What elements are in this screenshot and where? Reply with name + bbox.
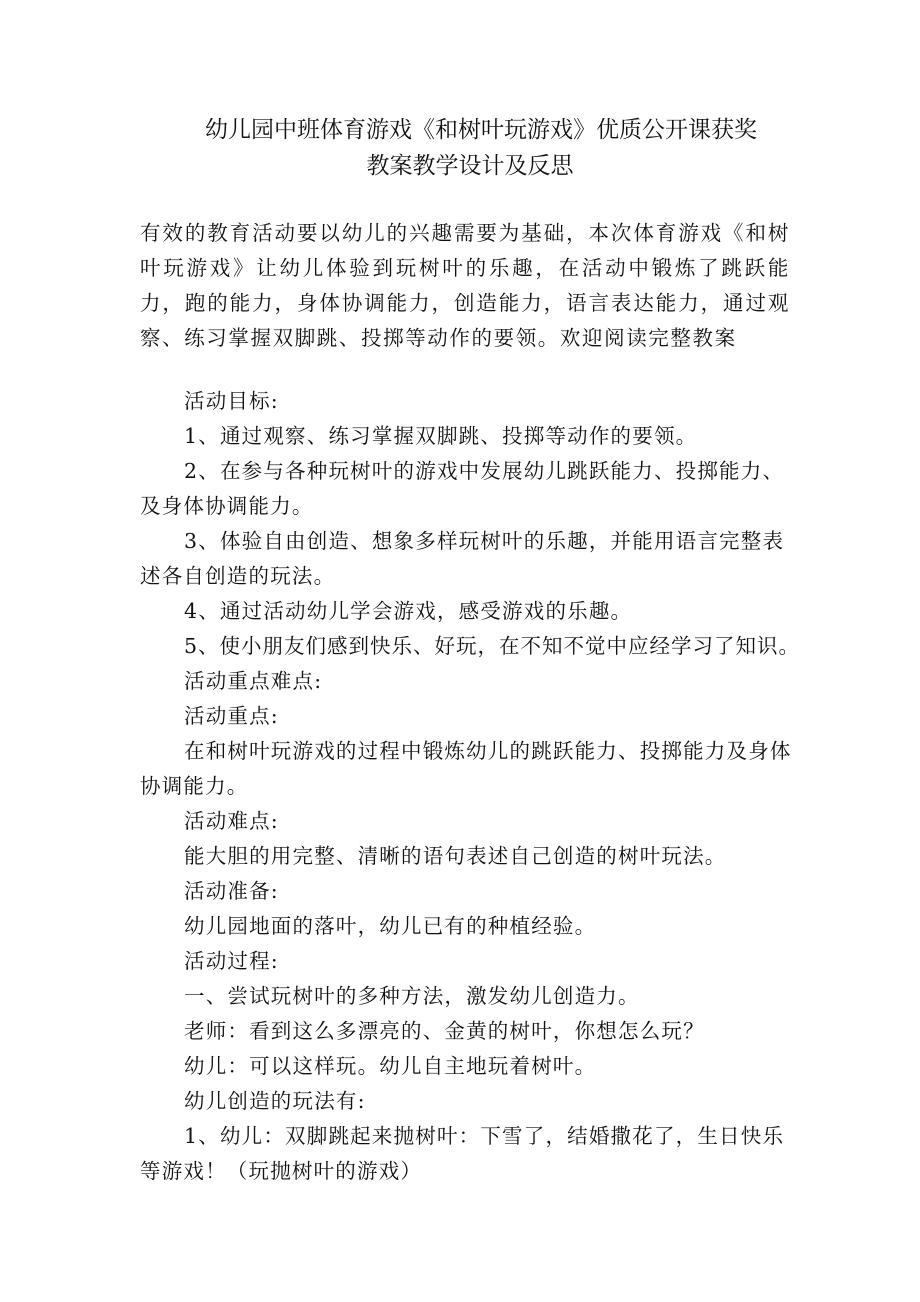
process-step-1: 一、尝试玩树叶的多种方法，激发幼儿创造力。 — [184, 984, 640, 1008]
goal-item-3: 3、体验自由创造、想象多样玩树叶的乐趣，并能用语言完整表述各自创造的玩法。 — [140, 529, 785, 588]
goal-item-5: 5、使小朋友们感到快乐、好玩，在不知不觉中应经学习了知识。 — [184, 634, 801, 658]
document-body — [140, 384, 801, 1189]
child-method-1: 1、幼儿：双脚跳起来抛树叶：下雪了，结婚撒花了，生日快乐等游戏！（玩抛树叶的游戏） — [140, 1124, 785, 1183]
key-points-text: 在和树叶玩游戏的过程中锻炼幼儿的跳跃能力、投掷能力及身体协调能力。 — [140, 739, 792, 798]
child-dialogue: 幼儿：可以这样玩。幼儿自主地玩着树叶。 — [184, 1054, 597, 1078]
difficult-points-text: 能大胆的用完整、清晰的语句表述自己创造的树叶玩法。 — [184, 844, 727, 868]
heading-process: 活动过程: — [184, 949, 279, 973]
title-line-1: 幼儿园中班体育游戏《和树叶玩游戏》优质公开课获奖 — [205, 117, 757, 143]
heading-key-points: 活动重点: — [184, 704, 279, 728]
goal-item-4: 4、通过活动幼儿学会游戏，感受游戏的乐趣。 — [184, 599, 633, 623]
teacher-dialogue: 老师：看到这么多漂亮的、金黄的树叶，你想怎么玩？ — [184, 1019, 705, 1043]
heading-key-difficult-points: 活动重点难点: — [184, 669, 323, 693]
heading-activity-goals: 活动目标: — [184, 389, 279, 413]
title-line-2: 教案教学设计及反思 — [366, 153, 574, 179]
goal-item-1: 1、通过观察、练习掌握双脚跳、投掷等动作的要领。 — [184, 424, 698, 448]
heading-preparation: 活动准备: — [184, 879, 279, 903]
heading-difficult-points: 活动难点: — [184, 809, 279, 833]
intro-paragraph: 有效的教育活动要以幼儿的兴趣需要为基础，本次体育游戏《和树叶玩游戏》让幼儿体验到玩树叶的乐趣，在活动中锻炼了跳跃能力，跑的能力，身体协调能力，创造能力，语言表达能力，通过观察、练习掌握双脚跳、投掷等动作的要领。欢迎阅读完整教案 — [140, 221, 790, 350]
goal-item-2: 2、在参与各种玩树叶的游戏中发展幼儿跳跃能力、投掷能力、及身体协调能力。 — [140, 459, 785, 518]
preparation-text: 幼儿园地面的落叶，幼儿已有的种植经验。 — [184, 914, 597, 938]
document-title — [140, 112, 800, 184]
heading-child-methods: 幼儿创造的玩法有: — [184, 1089, 366, 1113]
